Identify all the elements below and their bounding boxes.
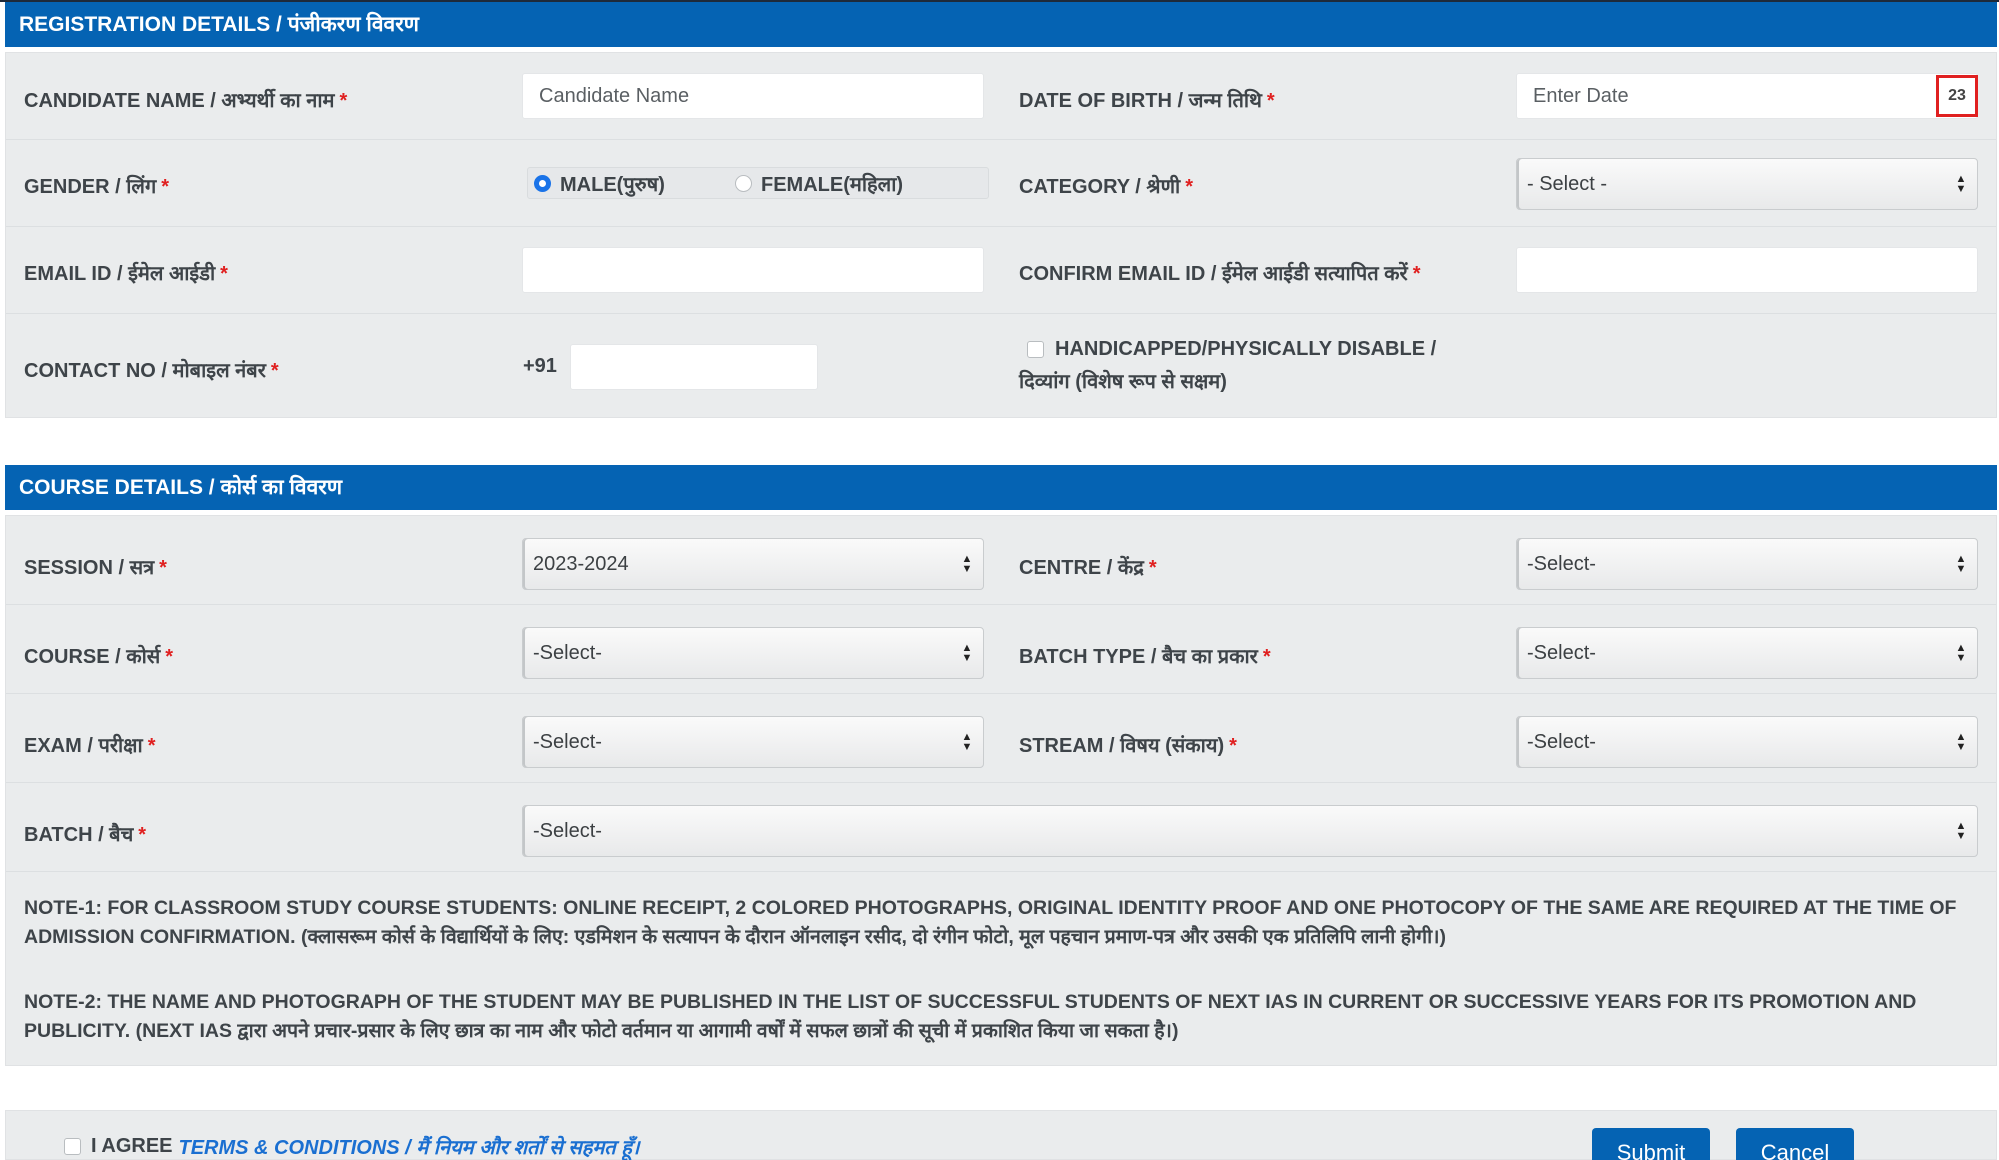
- gender-radio-group: [527, 167, 989, 199]
- form-row: [6, 314, 1996, 419]
- exam-label: EXAM / परीक्षा *: [24, 735, 156, 757]
- select-arrows-icon: ▲ ▼: [1955, 553, 1967, 575]
- form-row: [6, 516, 1996, 605]
- confirm-email-input[interactable]: [1516, 247, 1978, 293]
- form-row: [6, 605, 1996, 694]
- contact-label: CONTACT NO / मोबाइल नंबर *: [24, 360, 279, 382]
- dob-label: DATE OF BIRTH / जन्म तिथि *: [1019, 90, 1275, 112]
- select-arrows-icon: ▲ ▼: [1955, 820, 1967, 842]
- gender-female-option[interactable]: FEMALE(महिला): [735, 168, 903, 198]
- handicapped-option[interactable]: [1019, 338, 1436, 361]
- category-label: CATEGORY / श्रेणी *: [1019, 176, 1194, 198]
- dob-input[interactable]: [1516, 73, 1978, 119]
- select-arrows-icon: ▲ ▼: [1955, 173, 1967, 195]
- session-label: SESSION / सत्र *: [24, 557, 167, 579]
- candidate-name-input[interactable]: [522, 73, 984, 119]
- exam-select[interactable]: -Select- ▲ ▼: [522, 716, 984, 768]
- stream-select[interactable]: -Select- ▲ ▼: [1516, 716, 1978, 768]
- footer-panel: [5, 1110, 1997, 1160]
- course-select[interactable]: -Select- ▲ ▼: [522, 627, 984, 679]
- submit-button[interactable]: Submit: [1592, 1128, 1710, 1160]
- select-arrows-icon: ▲ ▼: [961, 553, 973, 575]
- email-label: EMAIL ID / ईमेल आईडी *: [24, 263, 228, 285]
- confirm-email-label: CONFIRM EMAIL ID / ईमेल आईडी सत्यापित करें *: [1019, 263, 1421, 285]
- handicapped-checkbox[interactable]: [1027, 341, 1044, 358]
- category-select[interactable]: - Select - ▲ ▼: [1516, 158, 1978, 210]
- stream-label: STREAM / विषय (संकाय) *: [1019, 735, 1237, 757]
- note-2: NOTE-2: THE NAME AND PHOTOGRAPH OF THE STUDENT MAY BE PUBLISHED IN THE LIST OF SUCCESSFUL STUDENTS OF NEXT IAS IN CURRENT OR SUCCESSIVE YEARS FOR ITS PROMOTION AND PUBLICITY. (NEXT IAS द्वारा अपने प्रचार-प्रसार के लिए छात्र का नाम और फोटो वर्तमान या आगामी वर्षों में सफल छात्रों की सूची में प्रकाशित किया जा सकता है।): [24, 991, 1917, 1042]
- select-arrows-icon: ▲ ▼: [961, 731, 973, 753]
- handicapped-label: HANDICAPPED/PHYSICALLY DISABLE /: [1055, 338, 1437, 360]
- select-arrows-icon: ▲ ▼: [1955, 731, 1967, 753]
- agree-checkbox[interactable]: [64, 1138, 81, 1155]
- centre-select[interactable]: -Select- ▲ ▼: [1516, 538, 1978, 590]
- batch-label: BATCH / बैच *: [24, 824, 147, 846]
- select-arrows-icon: ▲ ▼: [1955, 642, 1967, 664]
- contact-input[interactable]: [570, 344, 818, 390]
- form-row: [6, 53, 1996, 140]
- form-row: [6, 783, 1996, 872]
- country-code: +91: [523, 355, 557, 377]
- form-row: [6, 694, 1996, 783]
- email-input[interactable]: [522, 247, 984, 293]
- gender-male-option[interactable]: MALE(पुरुष): [534, 168, 665, 198]
- batch-type-select[interactable]: -Select- ▲ ▼: [1516, 627, 1978, 679]
- candidate-name-label: CANDIDATE NAME / अभ्यर्थी का नाम *: [24, 90, 348, 112]
- handicapped-label-hindi: दिव्यांग (विशेष रूप से सक्षम): [1019, 371, 1227, 393]
- course-header: COURSE DETAILS / कोर्स का विवरण: [5, 465, 1997, 510]
- radio-checked-icon[interactable]: [534, 175, 551, 192]
- note-1: NOTE-1: FOR CLASSROOM STUDY COURSE STUDENTS: ONLINE RECEIPT, 2 COLORED PHOTOGRAPHS, ORIGINAL IDENTITY PROOF AND ONE PHOTOCOPY OF THE SAME ARE REQUIRED AT THE TIME OF ADMISSION CONFIRMATION. (क्लासरूम कोर्स के विद्यार्थियों के लिए: एडमिशन के सत्यापन के दौरान ऑनलाइन रसीद, दो रंगीन फोटो, मूल पहचान प्रमाण-पत्र और उसकी एक प्रतिलिपि लानी होगी।): [24, 897, 1957, 948]
- session-select[interactable]: 2023-2024 ▲ ▼: [522, 538, 984, 590]
- batch-type-label: BATCH TYPE / बैच का प्रकार *: [1019, 646, 1271, 668]
- form-row: [6, 227, 1996, 314]
- course-panel: [5, 515, 1997, 1066]
- radio-unchecked-icon[interactable]: [735, 175, 752, 192]
- batch-select[interactable]: -Select- ▲ ▼: [522, 805, 1978, 857]
- form-row: [6, 140, 1996, 227]
- calendar-icon[interactable]: 23: [1936, 75, 1978, 117]
- agree-label: I AGREE: [91, 1135, 173, 1157]
- cancel-button[interactable]: Cancel: [1736, 1128, 1854, 1160]
- registration-panel: [5, 52, 1997, 418]
- course-label: COURSE / कोर्स *: [24, 646, 174, 668]
- agree-row: [64, 1133, 639, 1160]
- select-arrows-icon: ▲ ▼: [961, 642, 973, 664]
- centre-label: CENTRE / केंद्र *: [1019, 557, 1157, 579]
- registration-header: REGISTRATION DETAILS / पंजीकरण विवरण: [5, 2, 1997, 47]
- terms-link[interactable]: TERMS & CONDITIONS / मैं नियम और शर्तों से सहमत हूँ।: [178, 1137, 640, 1159]
- gender-label: GENDER / लिंग *: [24, 176, 170, 198]
